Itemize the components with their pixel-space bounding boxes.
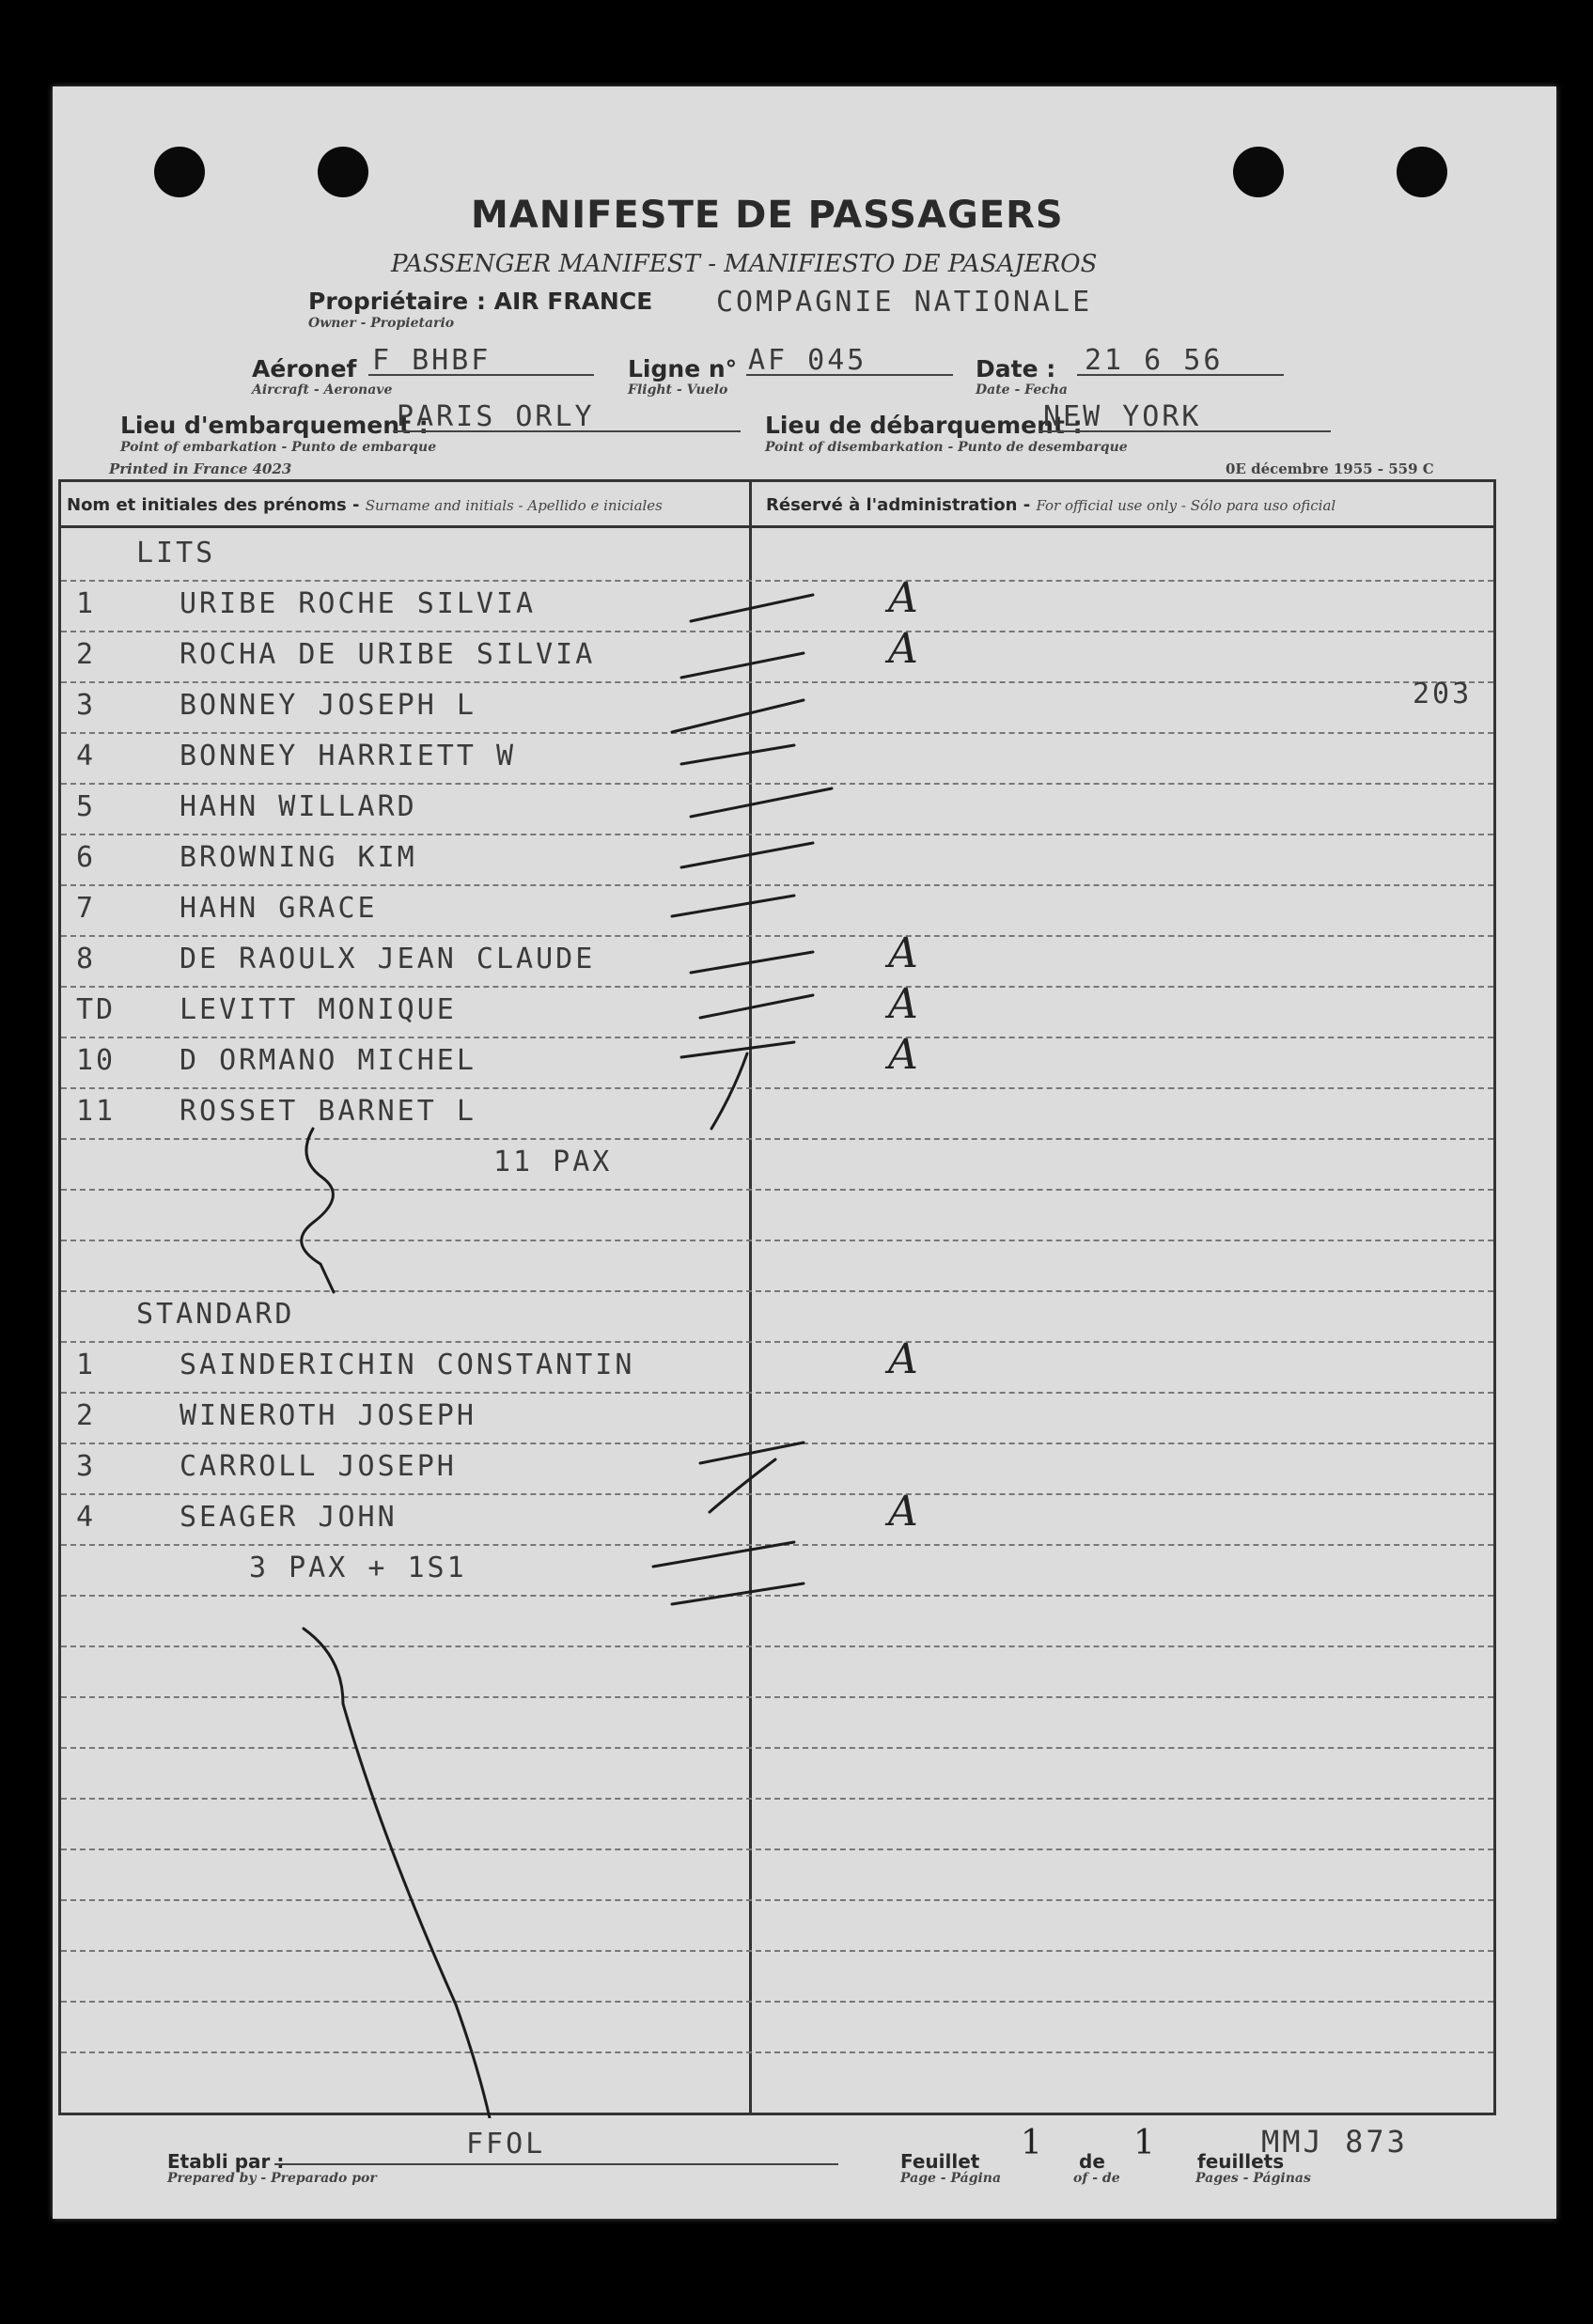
handwritten-strokes: [61, 482, 1499, 2118]
passenger-name: URIBE ROCHE SILVIA: [180, 587, 537, 620]
row-number: 5: [76, 790, 97, 823]
admin-mark: A: [888, 1488, 918, 1536]
row-number: 6: [76, 841, 97, 874]
section-total: 3 PAX + 1S1: [249, 1552, 467, 1584]
row-number: 2: [76, 1399, 97, 1432]
admin-mark: A: [888, 1335, 918, 1383]
sheets-label: feuillets: [1197, 2150, 1285, 2173]
passenger-name: BONNEY JOSEPH L: [180, 689, 476, 722]
passenger-name: D ORMANO MICHEL: [180, 1044, 476, 1077]
row-number: 4: [76, 1501, 97, 1534]
embark-value: PARIS ORLY: [397, 400, 595, 433]
aircraft-value: F BHBF: [372, 344, 492, 377]
prepared-sub: Prepared by - Preparado por: [167, 2171, 377, 2186]
manifest-sheet: [53, 86, 1556, 2219]
col1-header: Nom et initiales des prénoms - Surname and initials - Apellido e iniciales: [67, 495, 663, 515]
passenger-name: ROSSET BARNET L: [180, 1095, 476, 1128]
punch-hole: [1233, 147, 1284, 197]
document-subtitle: PASSENGER MANIFEST - MANIFIESTO DE PASAJEROS: [391, 250, 1098, 278]
of-label: de: [1079, 2150, 1105, 2173]
sheet-value: 1: [1021, 2124, 1042, 2162]
section-total: 11 PAX: [493, 1146, 613, 1178]
admin-mark: A: [888, 980, 918, 1028]
passenger-name: LEVITT MONIQUE: [180, 993, 457, 1026]
passenger-name: HAHN WILLARD: [180, 790, 417, 823]
passenger-name: WINEROTH JOSEPH: [180, 1399, 476, 1432]
date-sub: Date - Fecha: [976, 382, 1068, 398]
passenger-name: CARROLL JOSEPH: [180, 1450, 457, 1483]
col2-header: Réservé à l'administration - For official use only - Sólo para uso oficial: [766, 495, 1336, 515]
document-title: MANIFESTE DE PASSAGERS: [471, 194, 1064, 237]
punch-hole: [154, 147, 205, 197]
passenger-name: SEAGER JOHN: [180, 1501, 398, 1534]
margin-number: 203: [1413, 678, 1473, 710]
aircraft-label: Aéronef: [252, 355, 357, 382]
admin-mark: A: [888, 1031, 918, 1079]
passenger-name: ROCHA DE URIBE SILVIA: [180, 638, 596, 671]
embark-label: Lieu d'embarquement :: [120, 412, 429, 439]
prepared-value: FFOL: [466, 2128, 546, 2160]
admin-mark: A: [888, 929, 918, 977]
flight-label: Ligne n°: [628, 355, 738, 382]
row-number: 7: [76, 892, 97, 925]
disembark-sub: Point of disembarkation - Punto de desembarque: [765, 440, 1128, 455]
admin-mark: A: [888, 574, 918, 622]
form-code: 0E décembre 1955 - 559 C: [1226, 460, 1434, 477]
passenger-table: [58, 479, 1496, 2115]
owner-sub: Owner - Propietario: [308, 316, 455, 331]
passenger-name: BONNEY HARRIETT W: [180, 740, 517, 772]
aircraft-sub: Aircraft - Aeronave: [252, 382, 393, 398]
flight-sub: Flight - Vuelo: [628, 382, 728, 398]
sheets-sub: Pages - Páginas: [1195, 2171, 1311, 2186]
row-number: 1: [76, 1349, 97, 1381]
punch-hole: [1397, 147, 1447, 197]
row-number: 2: [76, 638, 97, 671]
passenger-name: DE RAOULX JEAN CLAUDE: [180, 943, 596, 975]
prepared-label: Etabli par :: [167, 2150, 285, 2173]
disembark-label: Lieu de débarquement :: [765, 412, 1083, 439]
row-number: 11: [76, 1095, 117, 1128]
passenger-name: BROWNING KIM: [180, 841, 417, 874]
sheet-label: Feuillet: [900, 2150, 980, 2173]
passenger-name: HAHN GRACE: [180, 892, 378, 925]
embark-sub: Point of embarkation - Punto de embarque: [120, 440, 437, 455]
row-number: TD: [76, 993, 117, 1026]
flight-value: AF 045: [748, 344, 867, 377]
row-number: 8: [76, 943, 97, 975]
date-value: 21 6 56: [1085, 344, 1224, 377]
section-heading: LITS: [136, 537, 216, 569]
row-number: 3: [76, 1450, 97, 1483]
passenger-name: SAINDERICHIN CONSTANTIN: [180, 1349, 635, 1381]
of-value: 1: [1133, 2124, 1155, 2162]
row-number: 3: [76, 689, 97, 722]
owner-value: COMPAGNIE NATIONALE: [716, 286, 1093, 319]
disembark-value: NEW YORK: [1043, 400, 1202, 433]
date-label: Date :: [976, 355, 1056, 382]
punch-hole: [318, 147, 368, 197]
admin-mark: A: [888, 625, 918, 673]
row-number: 10: [76, 1044, 117, 1077]
reference-code: MMJ 873: [1261, 2124, 1408, 2160]
section-heading: STANDARD: [136, 1298, 295, 1331]
sheet-sub: Page - Página: [900, 2171, 1002, 2186]
printed-note: Printed in France 4023: [109, 460, 292, 477]
row-number: 1: [76, 587, 97, 620]
of-sub: of - de: [1073, 2171, 1120, 2186]
row-number: 4: [76, 740, 97, 772]
owner-label: Propriétaire : AIR FRANCE: [308, 288, 653, 315]
